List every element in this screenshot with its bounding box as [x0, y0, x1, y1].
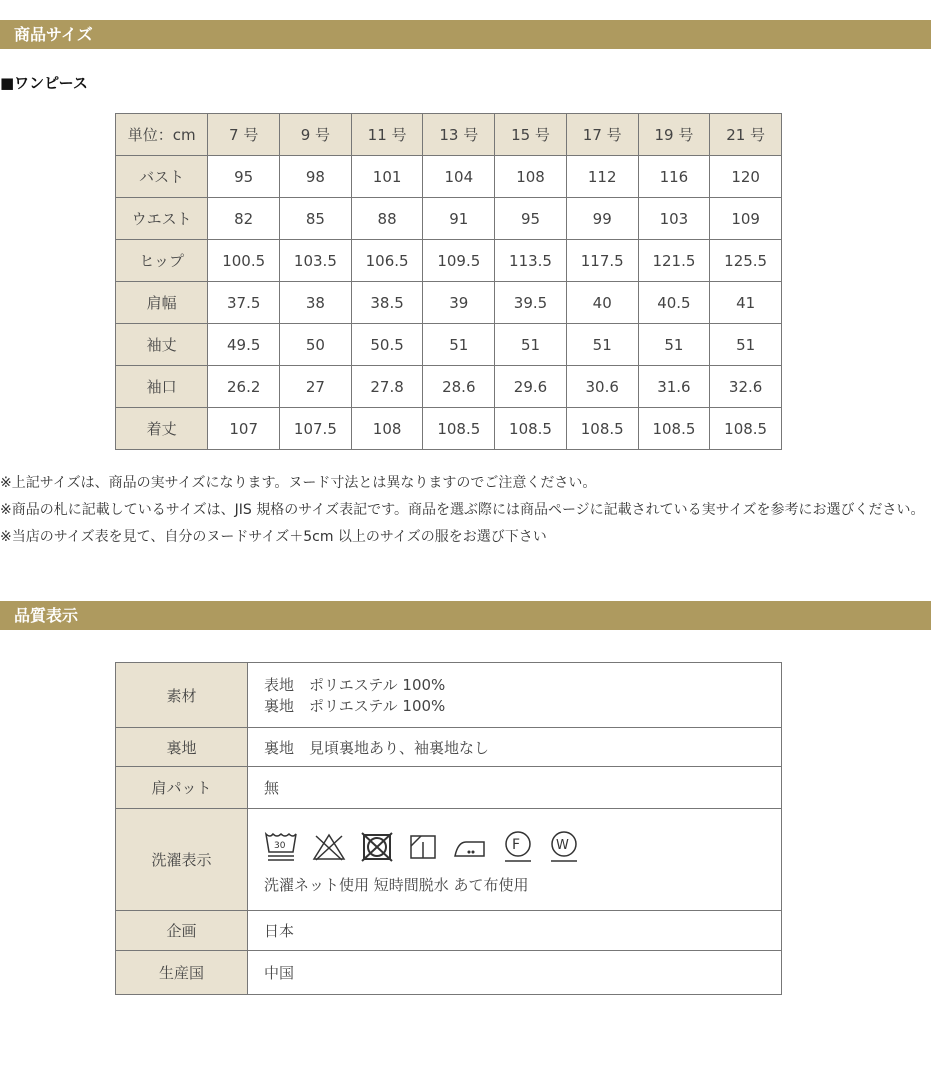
- table-row: [116, 198, 782, 240]
- wash-label: 洗濯表示: [116, 809, 248, 911]
- table-row: [116, 282, 782, 324]
- wet-clean-w-icon: [548, 830, 580, 864]
- no-bleach-icon: [312, 832, 346, 862]
- material-outer: 表地 ポリエステル 100%: [264, 676, 446, 694]
- row-label: 着丈: [116, 408, 208, 450]
- table-cell: 108.5: [423, 408, 495, 450]
- table-cell: 50: [280, 324, 352, 366]
- table-cell: 108: [495, 156, 567, 198]
- table-cell: 28.6: [423, 366, 495, 408]
- table-cell: 108.5: [638, 408, 710, 450]
- table-cell: 107.5: [280, 408, 352, 450]
- table-cell: 108.5: [710, 408, 782, 450]
- wash-cell: [248, 809, 782, 911]
- table-cell: 51: [495, 324, 567, 366]
- table-cell: 27.8: [351, 366, 423, 408]
- table-cell: 26.2: [208, 366, 280, 408]
- row-label: 袖丈: [116, 324, 208, 366]
- quality-table: [115, 662, 782, 995]
- table-cell: 49.5: [208, 324, 280, 366]
- pad-label: 肩パット: [116, 767, 248, 809]
- svg-text:W: W: [556, 838, 569, 853]
- table-cell: 99: [566, 198, 638, 240]
- table-cell: 91: [423, 198, 495, 240]
- table-cell: 51: [423, 324, 495, 366]
- wash-tub-30-icon: [264, 830, 298, 864]
- table-cell: 103: [638, 198, 710, 240]
- table-cell: 85: [280, 198, 352, 240]
- table-row: [116, 408, 782, 450]
- table-cell: 117.5: [566, 240, 638, 282]
- table-cell: 40.5: [638, 282, 710, 324]
- header-cell: 単位：cm: [116, 114, 208, 156]
- iron-low-icon: [452, 832, 488, 862]
- svg-text:30: 30: [274, 841, 286, 851]
- origin-label: 生産国: [116, 951, 248, 995]
- header-cell: 15 号: [495, 114, 567, 156]
- table-cell: 95: [208, 156, 280, 198]
- table-row: [116, 156, 782, 198]
- table-cell: 95: [495, 198, 567, 240]
- pad-value: 無: [248, 767, 782, 809]
- table-cell: 82: [208, 198, 280, 240]
- note: ※商品の札に記載しているサイズは、JIS 規格のサイズ表記です。商品を選ぶ際には商品ページに記載されている実サイズを参考にお選びください。: [0, 502, 925, 518]
- table-header-row: [116, 114, 782, 156]
- table-cell: 41: [710, 282, 782, 324]
- table-cell: 37.5: [208, 282, 280, 324]
- table-cell: 101: [351, 156, 423, 198]
- table-cell: 108.5: [566, 408, 638, 450]
- row-label: 袖口: [116, 366, 208, 408]
- origin-value: 中国: [248, 951, 782, 995]
- table-cell: 51: [638, 324, 710, 366]
- table-cell: 109.5: [423, 240, 495, 282]
- note: ※当店のサイズ表を見て、自分のヌードサイズ＋5cm 以上のサイズの服をお選び下さい: [0, 529, 547, 545]
- table-cell: 103.5: [280, 240, 352, 282]
- row-label: 肩幅: [116, 282, 208, 324]
- table-cell: 38: [280, 282, 352, 324]
- table-cell: 109: [710, 198, 782, 240]
- table-cell: 88: [351, 198, 423, 240]
- plan-label: 企画: [116, 911, 248, 951]
- table-cell: 120: [710, 156, 782, 198]
- product-type-label: ■ワンピース: [0, 74, 88, 92]
- section-header-size: 商品サイズ: [0, 20, 931, 49]
- lining-value: 裏地 見頃裏地あり、袖裏地なし: [248, 728, 782, 767]
- table-cell: 50.5: [351, 324, 423, 366]
- table-cell: 112: [566, 156, 638, 198]
- drip-dry-icon: [408, 832, 438, 862]
- header-cell: 13 号: [423, 114, 495, 156]
- material-lining: 裏地 ポリエステル 100%: [264, 697, 446, 715]
- section-header-quality: 品質表示: [0, 601, 931, 630]
- plan-value: 日本: [248, 911, 782, 951]
- table-cell: 32.6: [710, 366, 782, 408]
- table-cell: 39.5: [495, 282, 567, 324]
- table-cell: 40: [566, 282, 638, 324]
- table-row: [116, 366, 782, 408]
- no-tumble-dry-icon: [360, 832, 394, 862]
- table-row: [116, 240, 782, 282]
- material-label: 素材: [116, 663, 248, 728]
- table-cell: 108: [351, 408, 423, 450]
- svg-text:F: F: [512, 837, 521, 853]
- dry-clean-f-icon: [502, 830, 534, 864]
- table-cell: 107: [208, 408, 280, 450]
- table-cell: 113.5: [495, 240, 567, 282]
- table-cell: 121.5: [638, 240, 710, 282]
- table-cell: 106.5: [351, 240, 423, 282]
- row-label: ウエスト: [116, 198, 208, 240]
- row-label: ヒップ: [116, 240, 208, 282]
- header-cell: 19 号: [638, 114, 710, 156]
- header-cell: 17 号: [566, 114, 638, 156]
- table-cell: 27: [280, 366, 352, 408]
- table-cell: 108.5: [495, 408, 567, 450]
- size-notes: [0, 470, 931, 551]
- table-cell: 51: [710, 324, 782, 366]
- table-cell: 51: [566, 324, 638, 366]
- table-cell: 39: [423, 282, 495, 324]
- wash-note: 洗濯ネット使用 短時間脱水 あて布使用: [264, 876, 529, 894]
- material-cell: [248, 663, 782, 728]
- lining-label: 裏地: [116, 728, 248, 767]
- table-cell: 116: [638, 156, 710, 198]
- note: ※上記サイズは、商品の実サイズになります。ヌード寸法とは異なりますのでご注意ください。: [0, 475, 597, 491]
- header-cell: 9 号: [280, 114, 352, 156]
- table-cell: 30.6: [566, 366, 638, 408]
- table-cell: 125.5: [710, 240, 782, 282]
- table-cell: 98: [280, 156, 352, 198]
- table-cell: 100.5: [208, 240, 280, 282]
- table-cell: 31.6: [638, 366, 710, 408]
- header-cell: 7 号: [208, 114, 280, 156]
- table-cell: 104: [423, 156, 495, 198]
- table-cell: 38.5: [351, 282, 423, 324]
- header-cell: 11 号: [351, 114, 423, 156]
- header-cell: 21 号: [710, 114, 782, 156]
- table-row: [116, 324, 782, 366]
- size-table: [115, 113, 782, 450]
- row-label: バスト: [116, 156, 208, 198]
- table-cell: 29.6: [495, 366, 567, 408]
